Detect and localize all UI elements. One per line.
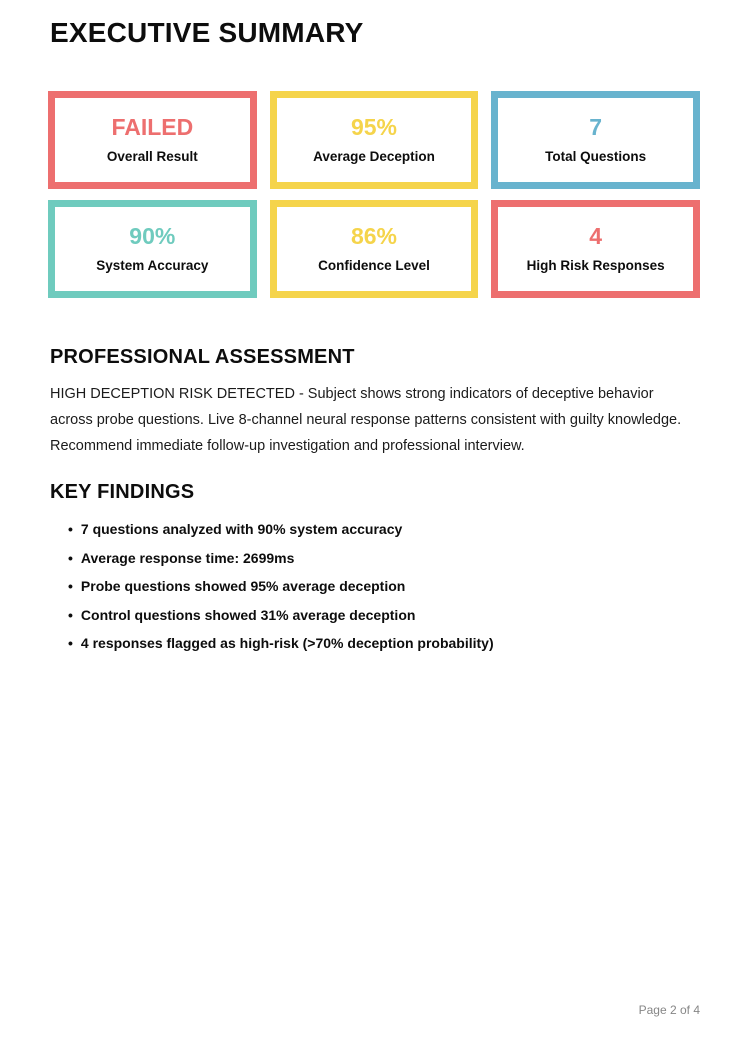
bullet-icon: • xyxy=(68,635,73,651)
bullet-icon: • xyxy=(68,606,73,623)
metric-card-system-accuracy xyxy=(48,200,257,298)
key-findings-list xyxy=(68,522,688,665)
bullet-icon: • xyxy=(68,521,73,537)
metric-value: 90% xyxy=(129,223,176,250)
metric-card-confidence-level xyxy=(270,200,479,298)
metric-label: Total Questions xyxy=(545,149,647,165)
finding-item xyxy=(68,608,688,624)
metric-label: Confidence Level xyxy=(318,258,430,274)
page-number: Page 2 of 4 xyxy=(638,1003,700,1017)
metric-label: High Risk Responses xyxy=(526,258,665,274)
finding-text: Probe questions showed 95% average deception xyxy=(80,578,406,594)
metric-card-high-risk-responses xyxy=(491,200,700,298)
bullet-icon: • xyxy=(68,549,73,566)
metric-value: 86% xyxy=(350,223,398,250)
finding-text: Control questions showed 31% average deception xyxy=(80,606,416,623)
finding-text: Average response time: 2699ms xyxy=(80,549,295,566)
finding-item xyxy=(68,551,688,567)
page-title: EXECUTIVE SUMMARY xyxy=(50,17,364,48)
finding-text: 7 questions analyzed with 90% system accuracy xyxy=(80,521,403,537)
metric-value: 95% xyxy=(350,114,398,141)
summary-card-grid xyxy=(48,91,700,298)
metric-card-overall-result xyxy=(48,91,257,189)
metric-value: FAILED xyxy=(111,114,194,141)
key-findings-heading: KEY FINDINGS xyxy=(50,481,195,503)
metric-card-average-deception xyxy=(270,91,479,189)
metric-value: 4 xyxy=(589,223,603,250)
assessment-body: HIGH DECEPTION RISK DETECTED - Subject shows strong indicators of deceptive behavior across probe questions. Live 8-channel neural response patterns consistent with guilty knowledge. Recommend immediate follow-up investigation and professional interview. xyxy=(50,386,682,454)
finding-item xyxy=(68,522,688,538)
assessment-heading: PROFESSIONAL ASSESSMENT xyxy=(50,346,355,368)
metric-value: 7 xyxy=(589,114,603,141)
metric-label: Overall Result xyxy=(106,149,198,165)
finding-item xyxy=(68,579,688,595)
metric-card-total-questions xyxy=(491,91,700,189)
finding-item xyxy=(68,636,688,652)
bullet-icon: • xyxy=(68,578,73,594)
metric-label: System Accuracy xyxy=(96,258,209,274)
finding-text: 4 responses flagged as high-risk (>70% deception probability) xyxy=(80,635,494,651)
metric-label: Average Deception xyxy=(313,149,435,165)
